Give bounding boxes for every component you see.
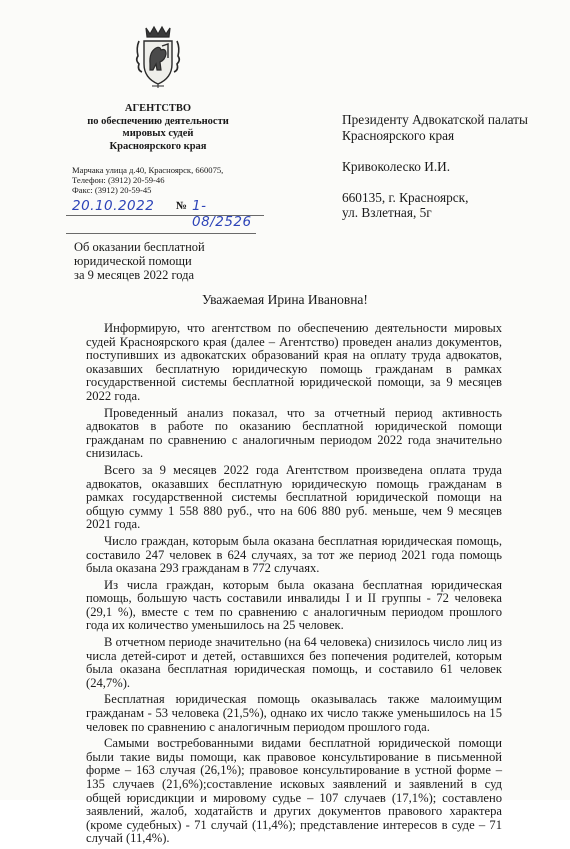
body-paragraph: Проведенный анализ показал, что за отчетный период активность адвокатов в работе по оказанию бесплатной юридической помощи гражданам по сравнению с аналогичным периодом 2022 года значительно снизилась. <box>86 405 502 461</box>
body-paragraph: Число граждан, которым была оказана бесплатная юридическая помощь, составило 247 человек в 624 случаях, за тот же период 2021 года помощь была оказана 293 гражданам в 772 случаях. <box>86 533 502 576</box>
addressee-line: Красноярского края <box>342 127 455 143</box>
subject-line: юридической помощи <box>74 254 192 268</box>
subject-line: Об оказании бесплатной <box>74 240 205 254</box>
agency-line: по обеспечению деятельности <box>87 115 229 127</box>
agency-line: АГЕНТСТВО <box>124 103 192 114</box>
contact-line: Телефон: (3912) 20-59-46 <box>72 175 165 185</box>
letter-body <box>86 322 502 849</box>
contact-line: Марчака улица д.40, Красноярск, 660075, <box>72 165 224 175</box>
addressee-block <box>342 112 528 221</box>
registration-underline <box>66 233 256 234</box>
agency-line: Красноярского края <box>109 140 207 152</box>
subject-line: за 9 месяцев 2022 года <box>74 268 195 282</box>
body-paragraph: Из числа граждан, которым была оказана бесплатная юридическая помощь, большую часть составили инвалиды I и II группы - 72 человека (29,1 %), вместе с тем по сравнению с аналогичным периодом прошлого года их количество уменьшилось на 25 человек. <box>86 577 502 633</box>
agency-line: мировых судей <box>122 128 194 139</box>
number-sign: № <box>176 200 188 212</box>
addressee-line: Кривоколеско И.И. <box>342 158 451 174</box>
body-paragraph: Информирую, что агентством по обеспечению деятельности мировых судей Красноярского края (далее – Агентство) проведен анализ документов, поступивших из адвокатских образований края на оплату труда адвокатов, оказавших бесплатную юридическую помощь гражданам в рамках государственной системы бесплатной юридической помощи, за 9 месяцев 2022 года. <box>86 321 502 403</box>
registration-number: 1-08/2526 <box>192 198 252 230</box>
body-paragraph: Самыми востребованными видами бесплатной юридической помощи были такие виды помощи, как правовое консультирование в письменной форме – 163 случая (26,1%); правовое консультирование в устной форме – 135 случаев (21,6%);составление исковых заявлений и заявлений в суд общей юрисдикции и мировому судье – 107 случаев (17,1%); составлено заявлений, жалоб, ходатайств и других документов правового характера (кроме судебных) - 71 случай (11,4%); представление интересов в суде – 71 случай (11,4%). <box>86 736 502 846</box>
addressee-line <box>342 143 528 159</box>
contact-line: Факс: (3912) 20-59-45 <box>72 185 152 195</box>
body-paragraph: Всего за 9 месяцев 2022 года Агентством произведена оплата труда адвокатов, оказавших бесплатную юридическую помощь гражданам в рамках государственной системы бесплатной юридической помощи на общую сумму 1 558 880 руб., что на 606 880 руб. меньше, чем 9 месяцев 2021 года. <box>86 462 502 532</box>
body-paragraph: В отчетном периоде значительно (на 64 человека) снизилось число лиц из числа детей-сирот и детей, оставшихся без попечения родителей, которым была оказана бесплатная юридическая помощь, и составило 61 человек (24,7%). <box>86 635 502 690</box>
salutation: Уважаемая Ирина Ивановна! <box>202 292 368 307</box>
addressee-line: Президенту Адвокатской палаты <box>342 112 528 127</box>
agency-name <box>72 103 244 153</box>
registration-underline <box>66 215 264 216</box>
addressee-line: ул. Взлетная, 5г <box>342 205 432 220</box>
registration-block <box>66 198 264 230</box>
addressee-line: 660135, г. Красноярск, <box>342 189 469 205</box>
agency-contacts <box>72 165 223 195</box>
addressee-line <box>342 174 528 190</box>
letter-subject <box>74 240 205 282</box>
body-paragraph: Бесплатная юридическая помощь оказывалась также малоимущим гражданам - 53 человека (21,5%), однако их число также уменьшилось на 15 человек по сравнению с аналогичным периодом прошлого года. <box>86 692 502 734</box>
krasnoyarsk-coat-of-arms-icon <box>132 24 184 90</box>
registration-date: 20.10.2022 <box>72 198 155 214</box>
